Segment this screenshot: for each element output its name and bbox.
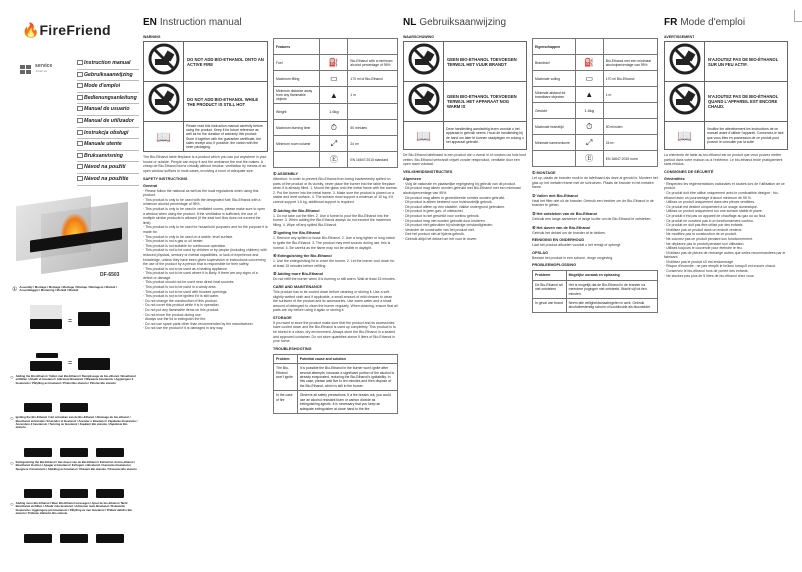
feature-row <box>533 71 658 87</box>
safety-item: · Dit product mag alleen worden gebruikt met Bio-Ethanol met een minimaal alcoholpercentage van 95%. <box>403 186 527 195</box>
table-header: Potential cause and solution <box>297 354 397 363</box>
intro-text: La cheminée de table au bio-éthanol est un produit que vous pouvez mettre partout dans votre maison ou à l'extérieur. Le bio-éthanol brûle pratiquement sans résidus. <box>664 153 783 167</box>
warning-label: WARNING <box>143 35 161 39</box>
safety-item: · N'utilisez pas de pièces de rechange autres que celles recommandées par le fabricant. <box>664 251 788 260</box>
assembly-diagram: = = <box>20 305 130 375</box>
safety-list <box>143 189 268 331</box>
feature-icon: ▭ <box>575 71 603 87</box>
assembly-step <box>10 375 138 412</box>
safety-item: · This product should not be used near direct heat sources. <box>143 280 268 285</box>
warning-text: GEEN BIO-ETHANOL TOEVOEGEN TERWIJL HET VUUR BRANDT <box>444 42 527 82</box>
feature-value: 1 m <box>348 87 398 104</box>
nl-column-2 <box>532 0 658 572</box>
warning-label: AVERTISSEMENT <box>664 35 695 39</box>
title-text: Instruction manual <box>159 17 242 28</box>
step-diagram <box>24 476 138 498</box>
feature-row <box>274 104 398 120</box>
table-cell: The Bio-Ethanol won't ignite <box>274 364 298 391</box>
table-row <box>274 364 398 391</box>
features-header: Eigenschappen <box>533 39 576 55</box>
section-text: Let op: plaats de brander nooit in de tafelhaard als deze al gevuld is. Monteer het glas op het metalen frame met de schroeven. Plaats de brander in het metalen frame. <box>532 176 658 190</box>
safety-item: · Dit product is alleen bestemd voor huishoudelijk gebruik. <box>403 200 527 205</box>
section-title: STORAGE <box>273 315 292 320</box>
feature-value <box>603 103 657 119</box>
safety-item: · This product is not to be ignited if it is still warm. <box>143 294 268 299</box>
section-title: REINIGING EN ONDERHOUD <box>532 238 585 243</box>
safety-item: · This product is only to be used with the designated fuel; Bio-Ethanol with a minimum alcohol percentage of 95%. <box>143 198 268 207</box>
step-1-icon: ① <box>12 287 18 293</box>
no-fuel-warning-icon <box>144 82 184 122</box>
safety-item: · This product is not to be used with blocked openings. <box>143 290 268 295</box>
step-number-icon: ○ <box>10 375 14 381</box>
section-title: ⑤ Adding more Bio-Ethanol <box>273 272 324 277</box>
safety-item: · Dit product niet gebruiken bij winderige omstandigheden. <box>403 223 527 228</box>
step-text: Adding the Bio-Ethanol / Vullen met Bio-Ethanol / Remplissage de bio-éthanol / Bioethanol einfüllen / Añadir el bioetanol / Adicionar Bioetanol / Wlewanie bioetanolu / Aggiungere il bioetanolo / Påfylling av bioetanol / Plnění Bio etanolu / Plnenie Bio etanolu <box>15 374 136 385</box>
intro-text: De Bio-Ethanol tafelhaard is een product die u overal in of rondom uw huis kunt zetten. Bio-Ethanol verbrandt vrijwel zonder restproduct, ventilatie door een open raam volstaat. <box>403 153 526 167</box>
section-text: This product has to be cooled down before cleaning or storing it. Use a soft, slightly wetted cloth and if applicable, a small amount of mild cleaner to clean the surfaces of the product and its accessories. Use warm water and a small amount of detergent to clean the burner regularly. When cleaning, ensure that all parts are dry before using it again or storing it. <box>273 289 398 313</box>
feature-name: Maximum burning time <box>274 120 320 136</box>
manual-title <box>403 17 527 31</box>
feature-name: Gewicht <box>533 103 576 119</box>
section-text: Gebruik het deksel om de brander af te dekken. <box>532 230 606 235</box>
safety-item: · Ne couvrez pas ce produit pendant son fonctionnement. <box>664 237 788 242</box>
table-cell: Het is mogelijk dat de Bio-Ethanol in de brander na meerdere pogingen niet ontsteekt. Wacht vijf tot tien minuten. <box>566 280 657 298</box>
feature-icon: 1.6kg <box>575 103 603 119</box>
feature-name: Maximale vulling <box>533 71 576 87</box>
feature-icon: Ⓔ <box>320 152 348 168</box>
features-table <box>532 38 658 167</box>
safety-item: · Ce produit ne doit pas être utilisé par des enfants. <box>664 223 788 228</box>
read-manual-text: Deze handleiding aandachtig lezen voordat u het apparaat in gebruik neemt. Houd de handleiding bij de hand om later te kunnen raadplegen en zolang u het apparaat gebruikt. <box>444 122 527 150</box>
safety-item: · Respectez les réglementations nationales et locales lors de l'utilisation de ce produit. <box>664 182 788 191</box>
language-code: EN <box>143 17 157 28</box>
no-fuel-warning-icon <box>404 82 444 122</box>
assembly-step <box>10 461 138 498</box>
feature-icon: ▲ <box>320 87 348 104</box>
table-row <box>533 298 658 312</box>
safety-item: · Dit product mag alleen in geventileerde ruimtes worden gebruikt. <box>403 196 527 201</box>
feature-value: EN 16647:2015 standard <box>348 152 398 168</box>
safety-item: · Ce produit n'est pas un appareil de chauffage au gaz ou au fioul. <box>664 214 788 219</box>
section-title: OPSLAG <box>532 250 549 255</box>
feature-row <box>533 151 658 167</box>
feature-value: 24 m³ <box>348 136 398 152</box>
step-text: Extinguishing the Bio-Ethanol / Het doven van de Bio-Ethanol / Extinction du bio-éthanol / Bioethanol löschen / Apagar el bioetanol / Extinguir o Bioetanol / Gaszenie bioetanolu / Spegnere il bioetanolo / Slukking av bioetanol / Uhašení Bio etanolu / Uhasenie Bio etanolu <box>15 459 137 471</box>
safety-item: · Do not put any flammable items on this product. <box>143 308 268 313</box>
intro-text: The Bio-Ethanol table fireplace is a product which you can put anywhere in your house or outside. People can enjoy it and the ambiance the real fire makes. A cheap de Bio-Ethanol burns virtually without residue, ventilation by means of an open window suffices in most cases, involving a room of adequate size. <box>143 155 267 173</box>
warning-text: DO NOT ADD BIO-ETHANOL WHILE THE PRODUCT IS STILL HOT <box>184 82 268 122</box>
feature-value: 50 minutes <box>348 120 398 136</box>
section-text: Laat het product afkoelen voordat u het reinigt of opbergt. <box>532 243 622 248</box>
feature-row <box>533 87 658 103</box>
section-text: 1. Do not take out the filter. 2. Use a funnel to pour the Bio-Ethanol into the burner. 3. When adding the Bio-Ethanol always do not exceed the maximum filling. 4. Wipe off any spilled Bio-Ethanol. <box>273 213 391 227</box>
section-title: ① ASSEMBLY <box>273 172 299 176</box>
safety-item: · Ce produit ne convient pas à un fonctionnement continu. <box>664 219 788 224</box>
step-number-icon: ○ <box>10 416 14 423</box>
burner-illustration <box>24 403 52 412</box>
feature-icon: ⤢ <box>320 136 348 152</box>
warning-table <box>664 41 788 150</box>
language-code: FR <box>664 17 678 28</box>
feature-icon: ⛽ <box>575 55 603 71</box>
feature-name: Maximale brandtijd <box>533 119 576 135</box>
features-table <box>273 38 398 168</box>
safety-item: · Utilisez toujours le couvercle pour éteindre le feu. <box>664 246 788 251</box>
section-title: ④ Het doven van de Bio-Ethanol <box>532 225 591 230</box>
safety-item: · Utilisez ce produit uniquement sur une surface stable et plane. <box>664 209 788 214</box>
section-text: Gebruik een lange aansteker of lange lucifer om de Bio-Ethanol te ontsteken. <box>532 216 652 221</box>
feature-value: Bio-Ethanol with a minimum alcohol percentage of 95% <box>348 55 398 71</box>
safety-item: · This product is not to be used where it is likely. If there are any signs of a defect or damage. <box>143 271 268 280</box>
safety-item: · Utilisez ce produit uniquement dans des pièces ventilées. <box>664 200 788 205</box>
safety-item: · Dek het product niet af tijdens gebruik. <box>403 232 527 237</box>
section-text: 1. Remove any spilled or loose Bio-Ethanol. 2. Use a long lighter or long match to ignite the Bio-Ethanol. 3. The product may emit sounds during use, this is normal. 4. Be careful as the flame may not be visible in daylight. <box>273 236 396 250</box>
section-title: ③ Igniting the Bio-Ethanol <box>273 231 321 236</box>
language-item: Bedienungsanleitung <box>77 93 139 105</box>
table-header: Mogelijke oorzaak en oplossing <box>566 271 657 280</box>
step-diagram <box>24 390 138 412</box>
read-manual-icon: 📖 <box>144 122 184 152</box>
burner-illustration <box>60 489 88 498</box>
language-item: Návod na použitie <box>77 174 139 186</box>
brand-name: FireFriend <box>39 22 111 38</box>
step-number-icon: ○ <box>10 502 14 509</box>
feature-value: 24 m³ <box>603 135 657 151</box>
safety-item: · Volg de nationale en plaatselijke regelgeving bij gebruik van dit product. <box>403 182 527 187</box>
language-item: Manuale utente <box>77 139 139 151</box>
service-logo <box>20 64 52 74</box>
title-text: Mode d'emploi <box>680 17 746 28</box>
features-header-blank <box>348 39 398 55</box>
feature-row <box>274 55 398 71</box>
feature-name: Weight <box>274 104 320 120</box>
flag-icons <box>20 65 31 74</box>
burner-illustration <box>60 403 88 412</box>
feature-row <box>533 103 658 119</box>
safety-item: · Ne stockez pas plus de 5 litres de bio-éthanol chez vous. <box>664 274 788 279</box>
burner-illustration <box>24 534 52 543</box>
safety-item: · This product is only to be used for household purposes and for the purpose it is made for. <box>143 225 268 234</box>
features-header-blank <box>603 39 657 55</box>
language-item: Manual de usuario <box>77 104 139 116</box>
feature-value: 1 m <box>603 87 657 103</box>
warning-table <box>403 41 527 150</box>
language-item: Manual de utilizador <box>77 116 139 128</box>
step-text: Igniting the Bio-Ethanol / Het ontsteken van de Bio-Ethanol / Allumage du bio-éthanol / Bioethanol entzünden / Encender el bioetanol / Acender o Bioetanol / Zapalanie bioetanolu / Accendere il bioetanolo / Tenning av bioetanol / Zapálení Bio etanolu / Zapálenie Bio etanolu <box>15 415 138 430</box>
step-list <box>10 375 138 547</box>
section-text: Haal het filter niet uit de brander. Gebruik een trechter om de Bio-Ethanol in de brander te gieten. <box>532 198 654 208</box>
section-title: CARE AND MAINTENANCE <box>273 284 323 289</box>
warning-text: GEEN BIO-ETHANOL TOEVOEGEN TERWIJL HET APPARAAT NOG WARM IS <box>444 82 527 122</box>
feature-icon: ▲ <box>575 87 603 103</box>
no-fuel-warning-icon <box>665 42 705 82</box>
table-cell: De Bio-Ethanol wil niet ontsteken <box>533 280 567 298</box>
language-item: Návod na použití <box>77 162 139 174</box>
burner-illustration <box>60 448 88 457</box>
feature-icon: ⛽ <box>320 55 348 71</box>
step-number-icon: ○ <box>10 460 14 467</box>
feature-value: 170 ml of Bio-Ethanol <box>348 71 398 87</box>
safety-item: · This product is only to be used on a stable, level surface. <box>143 235 268 240</box>
safety-item: · Ce produit doit être utilisé uniquement avec le combustible désigné ; bio-éthanol avec un pourcentage d'alcool minimum de 95 %. <box>664 191 788 200</box>
feature-name: Brandstof <box>533 55 576 71</box>
feature-row <box>274 152 398 168</box>
feature-row <box>274 87 398 104</box>
table-cell: It is possible the Bio-Ethanol in the burner won't ignite after several attempts, because a significant portion of the alcohol is already evaporated, reducing the Bio-Ethanol's ignitability. In this case, please wait five to ten minutes and then dispose of the Bio-Ethanol, which is still in the burner. <box>297 364 397 391</box>
safety-list <box>664 182 788 278</box>
read-manual-icon: 📖 <box>404 122 444 150</box>
feature-name: Minimum distance away from any flammable objects <box>274 87 320 104</box>
features-header-blank <box>320 39 348 55</box>
feature-icon: 1.6kg <box>320 104 348 120</box>
no-fuel-warning-icon <box>665 82 705 122</box>
safety-item: · Do not use spare parts other than recommended by the manufacturer. <box>143 322 268 327</box>
feature-icon: ⏱ <box>575 119 603 135</box>
step-caption <box>10 461 138 471</box>
safety-item: · Dit product is niet geschikt voor continu gebruik. <box>403 214 527 219</box>
table-row <box>274 391 398 414</box>
en-column-1 <box>143 0 268 572</box>
table-cell: Observe all safety precautions. If a fire breaks out, you could use an alcohol resistant foam or carbon dioxide as extinguishing agents. It is necessary that you keep an adequate extinguisher at close hand to the fire. <box>297 391 397 414</box>
feature-row <box>274 71 398 87</box>
safety-item: · This product is not suitable for continuous operation. <box>143 244 268 249</box>
no-fuel-warning-icon <box>404 42 444 82</box>
section-title: ② Vullen met Bio-Ethanol <box>532 193 578 198</box>
safety-item: · Always use the lid to extinguish the fire. <box>143 317 268 322</box>
language-item: Gebruiksaanwijzing <box>77 70 139 82</box>
table-header: Probleem <box>533 271 567 280</box>
step-text: Adding more Bio-Ethanol / Meer Bio-Ethanol toevoegen / Ajout de bio-éthanol / Mehr Bioethanol einfüllen / Añadir más bioetanol / Adicionar mais Bioetanol / Dolewanie bioetanolu / Aggiungere più bioetanolo / Påfylling av mer bioetanol / Přidání dalšího Bio etanolu / Pridanie ďalšieho Bio etanolu <box>15 501 133 516</box>
step-caption <box>10 375 138 385</box>
step-diagram <box>24 435 138 457</box>
safety-item: · N'utilisez pas ce produit dans un endroit venteux. <box>664 228 788 233</box>
feature-row <box>533 135 658 151</box>
read-manual-text: Please read this instruction manual carefully before using the product. Keep it for future reference as well as for the duration of warranty this product. Store it together with the guarantee certificate, the sales receipt and, if possible, the carton with the inner packaging. <box>184 122 268 152</box>
service-label: service <box>35 63 53 69</box>
cover-column <box>0 0 140 572</box>
burner-illustration <box>96 448 124 457</box>
language-list <box>77 58 139 186</box>
general-title: Algemeen <box>403 176 422 181</box>
title-text: Gebruiksaanwijzing <box>419 17 507 28</box>
read-manual-icon: 📖 <box>665 122 705 150</box>
safety-item: · Dit product mag niet worden gebruikt door kinderen. <box>403 219 527 224</box>
safety-item: · Ne modifiez pas la construction de ce produit. <box>664 232 788 237</box>
troubleshooting-table <box>273 354 398 414</box>
safety-item: · This product is not to be used by children or by people (including children) with reduced physical, sensory or mental capabilities, or lack of experience and knowledge, unless they have been given supervision or instructions concerning the use of the product by a person that is responsible for their safety. <box>143 248 268 266</box>
feature-name <box>533 151 576 167</box>
table-header: Problem <box>274 354 298 363</box>
feature-row <box>533 55 658 71</box>
troubleshooting-title: PROBLEEMOPLOSSING <box>532 263 577 268</box>
warning-text: N'AJOUTEZ PAS DE BIO-ÉTHANOL SUR UN FEU ACTIF. <box>705 42 788 82</box>
language-item: Mode d'emploi <box>77 81 139 93</box>
section-title: ① MONTAGE <box>532 171 556 175</box>
safety-list <box>403 182 527 242</box>
safety-item: · Dit product is geen gas- of oliekachel. <box>403 209 527 214</box>
safety-item: · Ce produit est destiné uniquement à un usage domestique. <box>664 205 788 210</box>
feature-value: 170 ml Bio-Ethanol <box>603 71 657 87</box>
language-item: Instrukcja obsługi <box>77 128 139 140</box>
table-cell: In geval van brand <box>533 298 567 312</box>
safety-item: · This product is not to be used in a windy area. <box>143 285 268 290</box>
step-diagram <box>24 521 138 543</box>
assembly-step <box>10 416 138 457</box>
section-text: Do not refill the burner when it is burning or still warm. Wait at least 15 minutes. <box>273 277 396 282</box>
feature-row <box>274 136 398 152</box>
section-text: If you want to store the product make sure that the product and its accessories have cooled down and the Bio-Ethanol is used up completely. This product is to be stored in a clean, dry environment. Always store the Bio-Ethanol in a sealed and approved container. Do not store quantities above 5 liters of Bio-Ethanol in your home. <box>273 320 396 344</box>
model-number: DF-6503 <box>100 272 120 278</box>
manual-title <box>664 17 788 31</box>
fr-column-1 <box>664 0 788 572</box>
feature-icon: ⤢ <box>575 135 603 151</box>
safety-item: · This product is not a gas or oil heater. <box>143 239 268 244</box>
nl-column-1 <box>403 0 527 572</box>
manual-title <box>143 17 268 31</box>
feature-name: Minimum room volume <box>274 136 320 152</box>
page-edge-mark <box>794 10 802 22</box>
feature-row <box>533 119 658 135</box>
safety-item: · This product is only to be used in ventilated rooms, please make sure to open a window when using the product. If the ventilation is sufficient, the use of multiple similar products is allowed (if the total fuel flow does not exceed the limit). <box>143 207 268 225</box>
section-title: ④ Extinguishing the Bio-Ethanol <box>273 254 332 259</box>
safety-item: · Dit product alleen op een stabiele, vlakke ondergrond gebruiken. <box>403 205 527 210</box>
table-cell: Neem alle veiligheidsmaatregelen in acht. Gebruik alcoholbestendig schuim of kooldioxide als blusmiddel. <box>566 298 657 312</box>
feature-name: Maximum filling <box>274 71 320 87</box>
flame-icon: 🔥 <box>22 22 40 38</box>
safety-item: · N'utilisez pas le produit s'il est endommagé. <box>664 260 788 265</box>
general-title: Généralités <box>664 176 685 181</box>
troubleshooting-title: TROUBLESHOOTING <box>273 346 312 351</box>
warning-text: N'AJOUTEZ PAS DE BIO-ÉTHANOL QUAND L'APPAREIL EST ENCORE CHAUD. <box>705 82 788 122</box>
feature-name: Minimale kamervolume <box>533 135 576 151</box>
language-code: NL <box>403 17 417 28</box>
burner-illustration <box>24 448 52 457</box>
safety-item: · Gebruik altijd het deksel om het vuur te doven. <box>403 237 527 242</box>
safety-item: · Do not change the construction of this product. <box>143 299 268 304</box>
feature-value: 50 minuten <box>603 119 657 135</box>
feature-value: Bio-Ethanol met een minimaal alcoholpercentage van 95% <box>603 55 657 71</box>
feature-icon: ⏱ <box>320 120 348 136</box>
step-caption <box>10 502 138 516</box>
language-item: Instruction manual <box>77 58 139 70</box>
troubleshooting-table <box>532 270 658 312</box>
table-cell: In the case of fire <box>274 391 298 414</box>
feature-value <box>348 104 398 120</box>
warning-label: WAARSCHUWING <box>403 35 434 39</box>
section-text: Attention: In order to prevent Bio-Ethanol from being inadvertently spilled on parts of the product or its vicinity, never place the burner into the table fireplace when it is already filled. 1. Mount the glass onto the metal frame with the screws. 2. Put the burner into the metal frame. 3. Make sure the product is placed on a stable and level surface. 4. The surface must support a minimum of 10 kg, if it cannot support 1.6 kg, additional support is required. <box>273 177 398 204</box>
safety-item: · Do not move the product during use. <box>143 313 268 318</box>
no-fuel-warning-icon <box>144 42 184 82</box>
safety-title: VEILIGHEIDSINSTRUCTIES <box>403 169 453 174</box>
safety-item: · This product is not to be used as a heating appliance. <box>143 267 268 272</box>
features-header-blank <box>575 39 603 55</box>
features-header: Features <box>274 39 320 55</box>
feature-icon: ▭ <box>320 71 348 87</box>
feature-icon: Ⓔ <box>575 151 603 167</box>
brand-logo <box>22 22 111 38</box>
feature-row <box>274 120 398 136</box>
service-url: .lindor.eu <box>35 69 48 73</box>
safety-title: SAFETY INSTRUCTIONS <box>143 176 188 181</box>
burner-illustration <box>96 489 124 498</box>
section-title: ② Adding the Bio-Ethanol <box>273 208 320 213</box>
section-title: ③ Het ontsteken van de Bio-Ethanol <box>532 211 598 216</box>
section-text: 1. Use the extinguishing lid to cover the burner. 2. Let the burner cool down for at least 15 minutes before refilling. <box>273 259 395 268</box>
feature-name: Minimale afstand tot brandbare objecten <box>533 87 576 103</box>
warning-text: DO NOT ADD BIO-ETHANOL ONTO AN ACTIVE FIRE <box>184 42 268 82</box>
warning-table <box>143 41 268 152</box>
step-caption <box>10 416 138 430</box>
burner-illustration <box>96 534 124 543</box>
general-title: General <box>143 183 158 188</box>
safety-item: · Please follow the national as well as the local regulations when using this product. <box>143 189 268 198</box>
product-image <box>16 196 128 276</box>
safety-item: · Ne déplacez pas le produit pendant son utilisation. <box>664 242 788 247</box>
safety-item: · Do not use the product if it is damaged in any way. <box>143 326 268 331</box>
section-text: Bewaar het product in een schone, droge omgeving. <box>532 255 614 260</box>
safety-item: · Conservez le bio-éthanol hors de portée des enfants. <box>664 269 788 274</box>
en-column-2 <box>273 0 398 572</box>
read-manual-text: Veuillez lire attentivement les instructions de ce manuel avant d'utiliser l'appareil. Conservez-le tant que vous êtes en possession de ce produit pour pouvoir le consulter par la suite. <box>705 122 788 150</box>
assembly-step <box>10 502 138 543</box>
feature-name <box>274 152 320 168</box>
table-row <box>533 280 658 298</box>
language-item: Bruksanvisning <box>77 151 139 163</box>
safety-title: CONSIGNES DE SÉCURITÉ <box>664 169 714 174</box>
safety-item: · Risque d'incendie : ne pas remplir le brûleur lorsqu'il est encore chaud. <box>664 264 788 269</box>
feature-value: EN 16647:2015 norm <box>603 151 657 167</box>
burner-illustration <box>60 534 88 543</box>
safety-item: · Do not cover this product while it is in operation. <box>143 303 268 308</box>
burner-illustration <box>24 489 52 498</box>
assembly-caption: ① Assembly / Montage / Montage / Montage / Montaje / Montagem / Montaż / Assemblaggio / Montering / Montáž / Montáž <box>12 285 117 293</box>
feature-name: Fuel <box>274 55 320 71</box>
safety-item: · Verander de constructie van het product niet. <box>403 228 527 233</box>
